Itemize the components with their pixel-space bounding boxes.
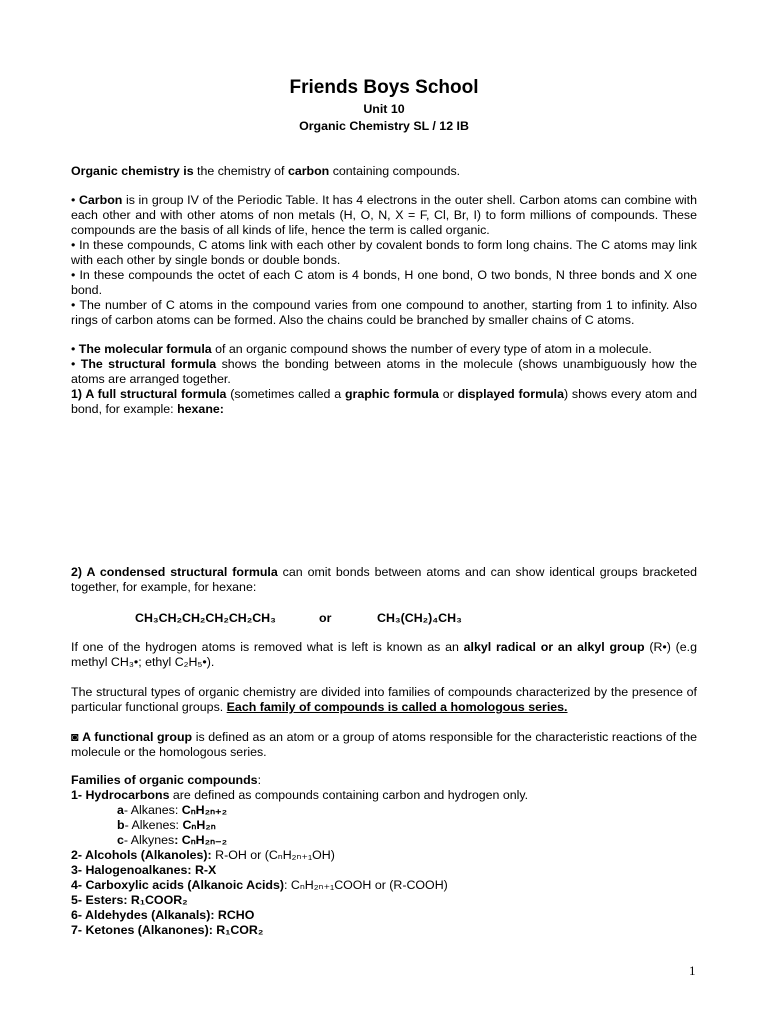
- bullet-chain-length: • The number of C atoms in the compound varies from one compound to another, starting from 1 to infinity. Also rings of carbon atoms can be formed. Also the chains could be branched by smaller chains of C atoms.: [71, 298, 697, 327]
- family-alkynes: c- Alkynes: CₙH₂ₙ₋₂: [117, 833, 228, 847]
- family-carboxylic-acids: 4- Carboxylic acids (Alkanoic Acids): CₙH₂ₙ₊₁COOH or (R-COOH): [71, 878, 448, 892]
- family-aldehydes: 6- Aldehydes (Alkanals): RCHO: [71, 908, 255, 922]
- course-title: Organic Chemistry SL / 12 IB: [299, 119, 469, 133]
- bullet-octet: • In these compounds the octet of each C atom is 4 bonds, H one bond, O two bonds, N three bonds and X one bond.: [71, 268, 697, 297]
- family-esters: 5- Esters: R₁COOR₂: [71, 893, 188, 907]
- families-list: [71, 773, 697, 938]
- alkyl-group-paragraph: If one of the hydrogen atoms is removed what is left is known as an alkyl radical or an alkyl group (R•) (e.g methyl CH₃•; ethyl C₂H₅•).: [71, 640, 697, 669]
- or-label: or: [319, 611, 332, 625]
- formula-definitions: [71, 342, 697, 417]
- school-title: Friends Boys School: [289, 77, 479, 98]
- family-halogenoalkanes: 3- Halogenoalkanes: R-X: [71, 863, 217, 877]
- hexane-bracketed-formula: CH₃(CH₂)₄CH₃: [377, 611, 462, 625]
- hexane-condensed-formula: CH₃CH₂CH₂CH₂CH₂CH₃: [135, 611, 276, 625]
- families-heading: Families of organic compounds:: [71, 773, 262, 787]
- page-number: 1: [689, 963, 696, 978]
- family-hydrocarbons: 1- Hydrocarbons are defined as compounds containing carbon and hydrogen only.: [71, 788, 529, 802]
- molecular-formula-bullet: • The molecular formula of an organic compound shows the number of every type of atom in a molecule.: [71, 342, 652, 356]
- family-alkanes: a- Alkanes: CₙH₂ₙ₊₂: [117, 803, 228, 817]
- condensed-formula-paragraph: 2) A condensed structural formula can omit bonds between atoms and can show identical groups bracketed together, for example, for hexane:: [71, 565, 697, 594]
- structural-formula-bullet: • The structural formula shows the bonding between atoms in the molecule (shows unambiguously how the atoms are arranged together.: [71, 357, 698, 386]
- bullet-covalent: • In these compounds, C atoms link with each other by covalent bonds to form long chains. The C atoms may link with each other by single bonds or double bonds.: [71, 238, 697, 267]
- unit-label: Unit 10: [363, 102, 405, 116]
- functional-group-paragraph: ◙ A functional group is defined as an atom or a group of atoms responsible for the characteristic reactions of the molecule or the homologous series.: [71, 730, 697, 759]
- family-ketones: 7- Ketones (Alkanones): R₁COR₂: [71, 923, 264, 937]
- carbon-bullets: [71, 193, 697, 328]
- bullet-carbon: • Carbon is in group IV of the Periodic Table. It has 4 electrons in the outer shell. Carbon atoms can combine with each other and with other atoms of non metals (H, O, N, X = F, Cl, Br, I) to form millions of compounds. These compounds are the basis of all kinds of life, hence the term is called organic.: [71, 193, 697, 237]
- family-alkenes: b- Alkenes: CₙH₂ₙ: [117, 818, 216, 832]
- intro-paragraph: Organic chemistry is the chemistry of carbon containing compounds.: [71, 164, 461, 178]
- full-structural-formula: 1) A full structural formula (sometimes called a graphic formula or displayed formula) shows every atom and bond, for example: hexane:: [71, 387, 697, 416]
- structural-types-paragraph: The structural types of organic chemistry are divided into families of compounds characterized by the presence of particular functional groups. Each family of compounds is called a homologous series.: [71, 685, 697, 714]
- family-alcohols: 2- Alcohols (Alkanoles): R-OH or (CₙH₂ₙ₊₁OH): [71, 848, 335, 862]
